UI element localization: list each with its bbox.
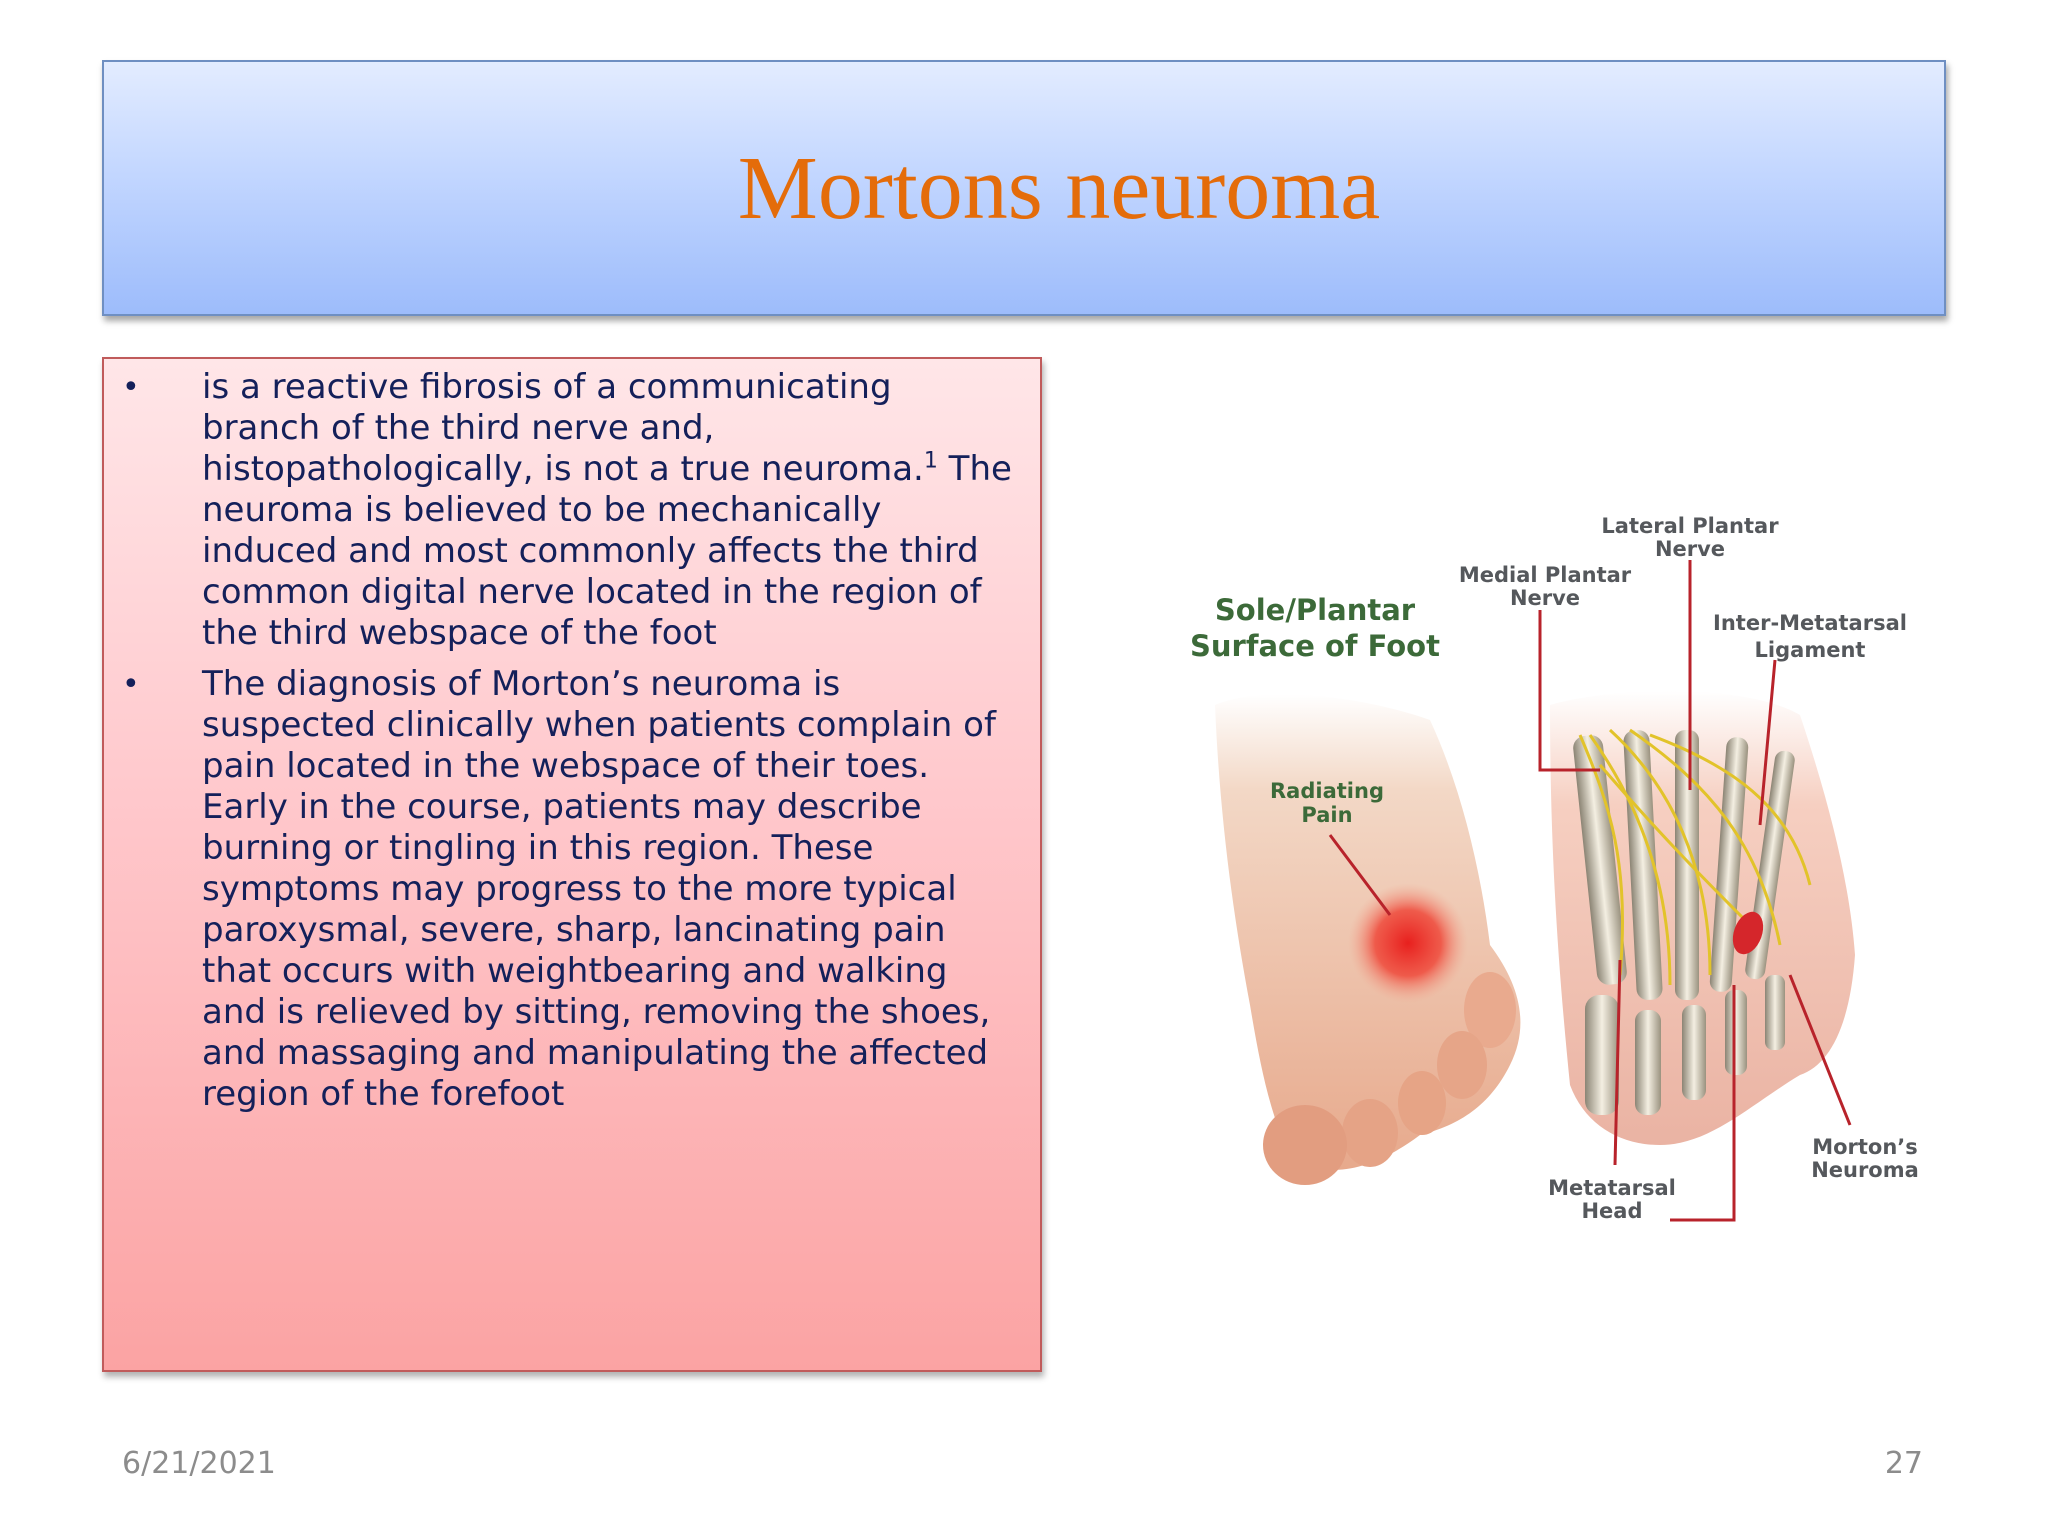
label-metatarsal-head: Metatarsal (1548, 1176, 1676, 1200)
bullet-text-part: is a reactive fibrosis of a communicating branch of the third nerve and, histopathologically, is not a true neuroma. (202, 367, 924, 489)
toe-shape (1437, 1031, 1487, 1099)
label-mortons-neuroma: Neuroma (1811, 1158, 1919, 1182)
label-lateral-plantar-nerve: Nerve (1654, 537, 1726, 561)
bullet-list (104, 367, 1040, 1125)
toe-shape (1342, 1099, 1398, 1167)
slide-page-number: 27 (1884, 1446, 1923, 1481)
content-box (102, 357, 1042, 1372)
bullet-item (104, 664, 1040, 1115)
radiating-pain-spot (1348, 883, 1468, 1003)
label-lateral-plantar-nerve: Lateral Plantar (1601, 514, 1779, 538)
bullet-item (104, 367, 1040, 654)
bullet-glyph: • (122, 370, 140, 405)
title-box (102, 60, 1946, 316)
label-radiating-pain: Radiating (1270, 779, 1384, 803)
label-inter-metatarsal-ligament: Inter-Metatarsal (1713, 611, 1907, 635)
big-toe-shape (1263, 1105, 1347, 1185)
label-inter-metatarsal-ligament: Ligament (1754, 638, 1866, 662)
footnote-ref: 1 (923, 448, 938, 474)
slide-title: Mortons neuroma (737, 138, 1381, 238)
bullet-glyph: • (122, 667, 140, 702)
label-metatarsal-head: Head (1581, 1199, 1643, 1223)
foot-illustration (1190, 505, 1990, 1265)
label-mortons-neuroma: Morton’s (1812, 1135, 1918, 1159)
toe-shape (1398, 1071, 1446, 1135)
label-radiating-pain: Pain (1301, 803, 1353, 827)
slide-date: 6/21/2021 (122, 1446, 276, 1481)
bullet-text: The diagnosis of Morton’s neuroma is suspected clinically when patients complain of pain located in the webspace of their toes. Early in the course, patients may describe burning or tingling in this region. These symptoms may progress to the more typical paroxysmal, severe, sharp, lancinating pain that occurs with weightbearing and walking and is relieved by sitting, removing the shoes, and massaging and manipulating the affected region of the forefoot (202, 664, 996, 1114)
label-sole-surface: Sole/Plantar (1214, 593, 1416, 627)
label-medial-plantar-nerve: Nerve (1509, 586, 1581, 610)
bullet-text-part: The neuroma is believed to be mechanically induced and most commonly affects the third common digital nerve located in the region of the third webspace of the foot (202, 449, 1012, 653)
label-medial-plantar-nerve: Medial Plantar (1458, 563, 1632, 587)
label-sole-surface: Surface of Foot (1190, 629, 1440, 663)
